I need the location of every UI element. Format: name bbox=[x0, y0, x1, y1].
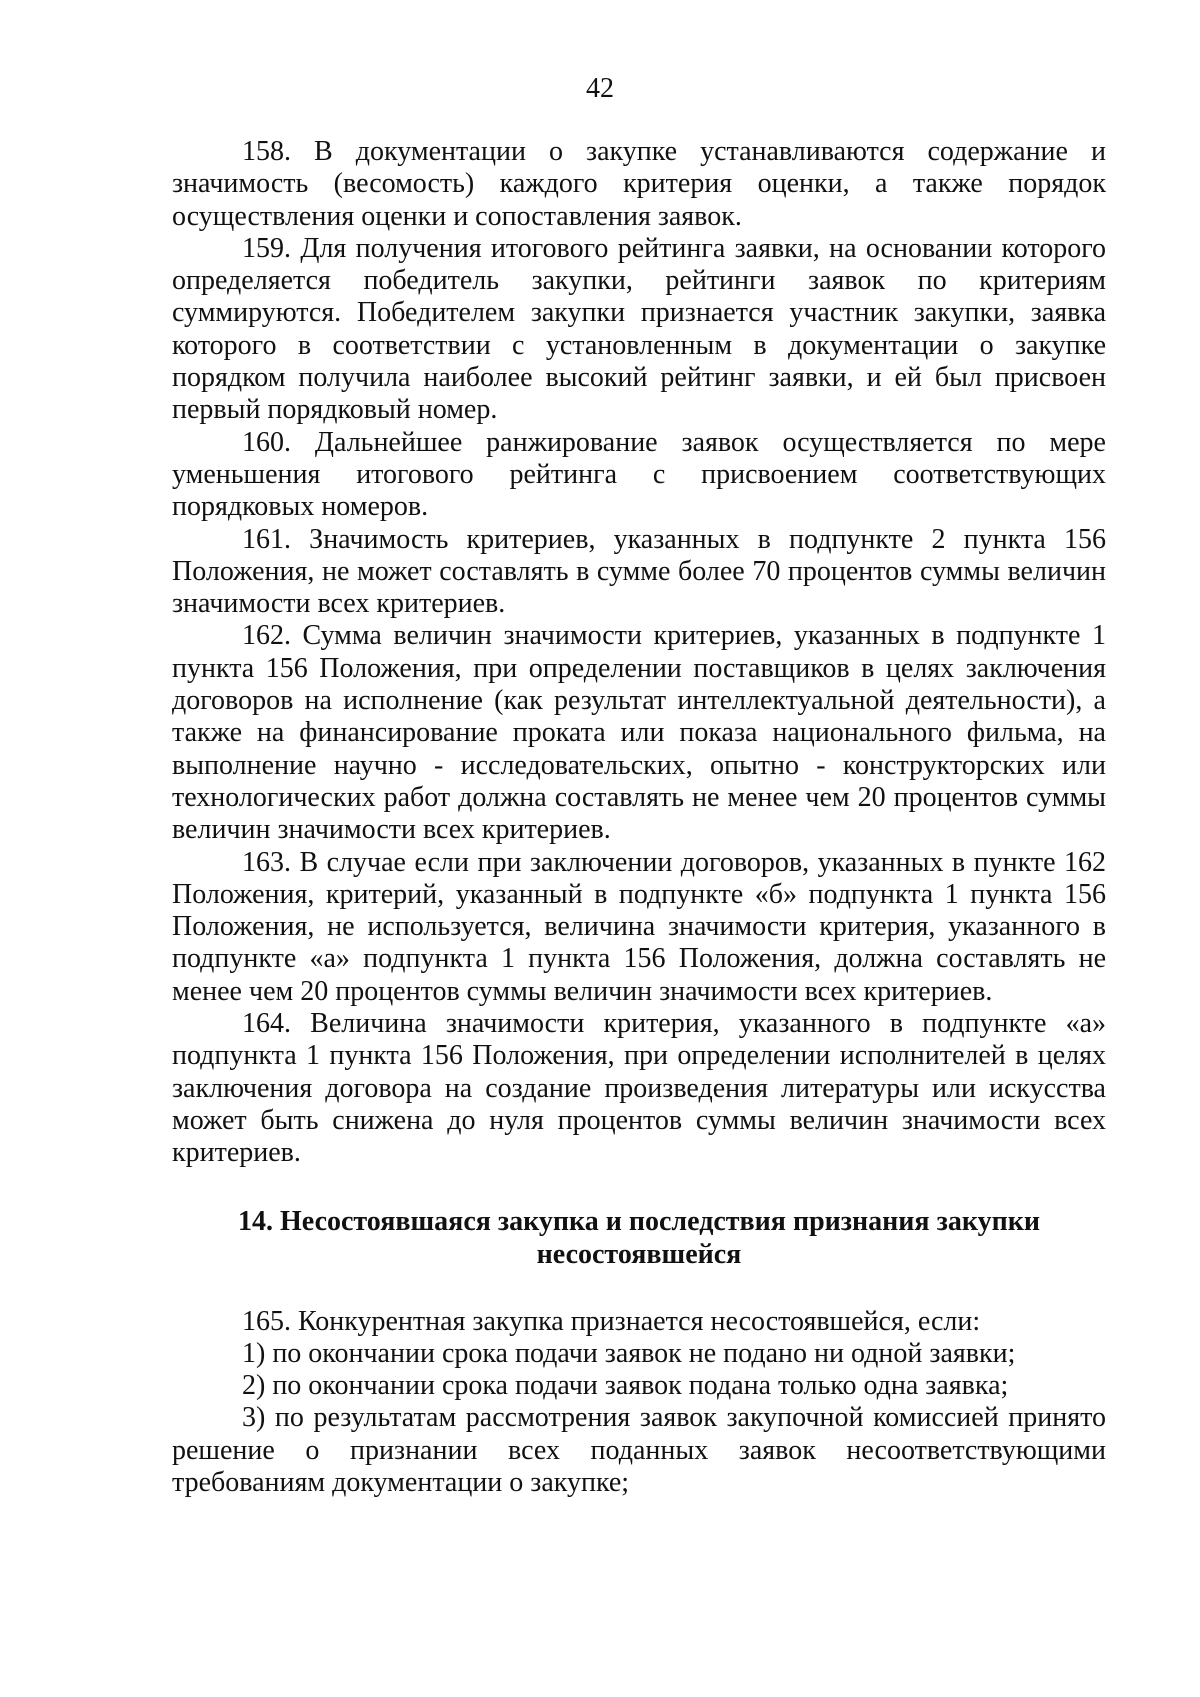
list-item-1: 1) по окончании срока подачи заявок не подано ни одной заявки; bbox=[242, 1337, 1016, 1369]
paragraph-160: 160. Дальнейшее ранжирование заявок осуществляется по мере уменьшения итогового рейтинга с присвоением соответствующих порядковых номеров. bbox=[172, 426, 1106, 523]
paragraph-159: 159. Для получения итогового рейтинга заявки, на основании которого определяется победитель закупки, рейтинги заявок по критериям суммируются. Победителем закупки признается участник закупки, заявка которого в соответствии с установленным в документации о закупке порядком получила наиболее высокий рейтинг заявки, и ей был присвоен первый порядковый номер. bbox=[172, 232, 1106, 426]
paragraph-164: 164. Величина значимости критерия, указанного в подпункте «а» подпункта 1 пункта 156 Положения, при определении исполнителей в целях заключения договора на создание произведения литературы или искусства может быть снижена до нуля процентов суммы величин значимости всех критериев. bbox=[172, 1008, 1106, 1169]
paragraph-158: 158. В документации о закупке устанавливаются содержание и значимость (весомость) каждого критерия оценки, а также порядок осуществления оценки и сопоставления заявок. bbox=[172, 136, 1106, 232]
document-body bbox=[172, 136, 1106, 1499]
page-number: 42 bbox=[586, 73, 614, 104]
paragraph-163: 163. В случае если при заключении договоров, указанных в пункте 162 Положения, критерий, указанный в подпункте «б» подпункта 1 пункта 156 Положения, не используется, величина значимости критерия, указанного в подпункте «а» подпункта 1 пункта 156 Положения, должна составлять не менее чем 20 процентов суммы величин значимости всех критериев. bbox=[172, 846, 1106, 1007]
list-item-3: 3) по результатам рассмотрения заявок закупочной комиссией принято решение о признании всех поданных заявок несоответствующими требованиям документации о закупке; bbox=[172, 1402, 1106, 1498]
section-heading: 14. Несостоявшаяся закупка и последствия признания закупки несостоявшейся bbox=[238, 1205, 1040, 1270]
paragraph-162: 162. Сумма величин значимости критериев, указанных в подпункте 1 пункта 156 Положения, при определении поставщиков в целях заключения договоров на исполнение (как результат интеллектуальной деятельности), а также на финансирование проката или показа национального фильма, на выполнение научно - исследовательских, опытно - конструкторских или технологических работ должна составлять не менее чем 20 процентов суммы величин значимости всех критериев. bbox=[172, 620, 1106, 846]
list-item-2: 2) по окончании срока подачи заявок подана только одна заявка; bbox=[242, 1370, 1009, 1402]
paragraph-165: 165. Конкурентная закупка признается несостоявшейся, если: bbox=[242, 1305, 981, 1337]
paragraph-161: 161. Значимость критериев, указанных в подпункте 2 пункта 156 Положения, не может составлять в сумме более 70 процентов суммы величин значимости всех критериев. bbox=[172, 523, 1106, 620]
